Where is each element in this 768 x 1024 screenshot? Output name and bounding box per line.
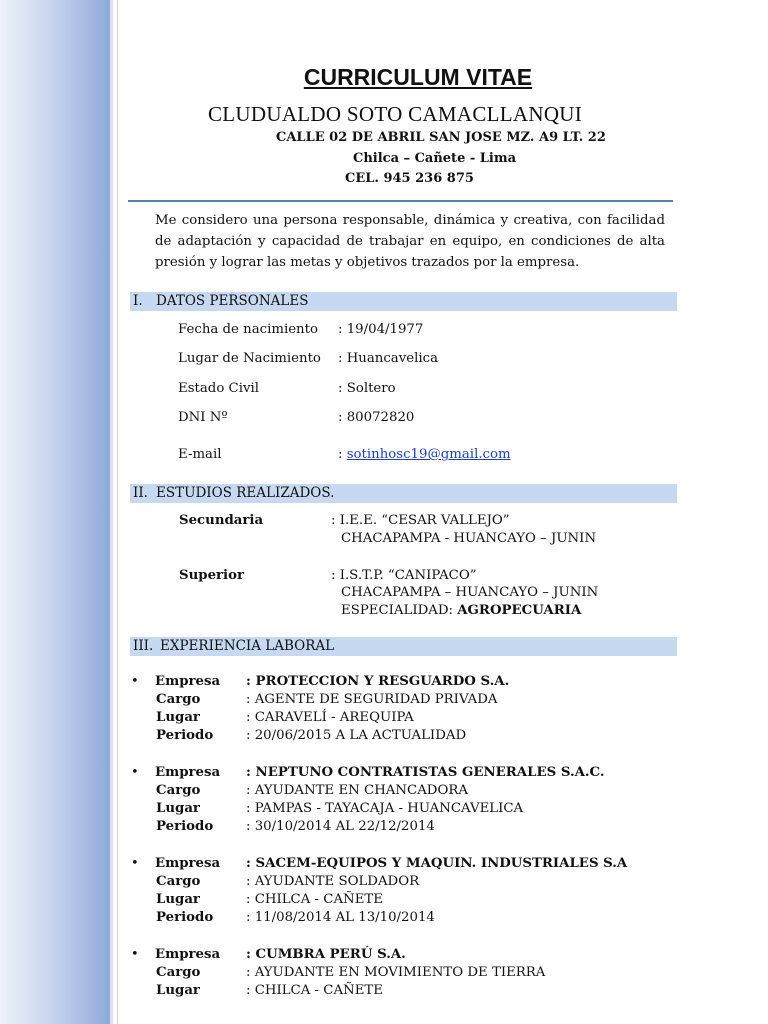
job-company-label: Empresa xyxy=(155,947,221,962)
job-position-label: Cargo xyxy=(156,874,201,889)
dni-value: : 80072820 xyxy=(338,410,415,425)
job-place-value: : CARAVELÍ - AREQUIPA xyxy=(246,710,414,725)
job-position-label: Cargo xyxy=(156,783,201,798)
job-place-label: Lugar xyxy=(156,892,200,907)
secondary-row xyxy=(179,513,510,528)
superior-place: CHACAPAMPA – HUANCAYO – JUNIN xyxy=(341,585,599,600)
secondary-label: Secundaria xyxy=(179,513,264,528)
job-position-value: : AGENTE DE SEGURIDAD PRIVADA xyxy=(246,692,498,707)
job-place-label: Lugar xyxy=(156,710,200,725)
email-row xyxy=(178,447,511,462)
job-position-label: Cargo xyxy=(156,965,201,980)
job-bullet: • xyxy=(131,765,139,780)
address-line-2: Chilca – Cañete - Lima xyxy=(353,151,517,166)
job-bullet: • xyxy=(131,947,139,962)
profile-summary: Me considero una persona responsable, dinámica y creativa, con facilidad de adaptación y capacidad de trabajar en equipo, en condiciones de alta presión y lograr las metas y objetivos trazados por la empresa. xyxy=(155,213,665,270)
superior-label: Superior xyxy=(179,568,244,583)
job-bullet: • xyxy=(131,856,139,871)
job-company-value: : PROTECCION Y RESGUARDO S.A. xyxy=(246,674,510,689)
birth-place-label: Lugar de Nacimiento xyxy=(178,351,321,366)
job-period-value: : 11/08/2014 AL 13/10/2014 xyxy=(246,910,435,925)
job-position-value: : AYUDANTE EN MOVIMIENTO DE TIERRA xyxy=(246,965,546,980)
superior-school: : I.S.T.P. “CANIPACO” xyxy=(331,568,477,583)
specialty-row xyxy=(341,603,581,618)
job-place-value: : PAMPAS - TAYACAJA - HUANCAVELICA xyxy=(246,801,524,816)
job-period-value: : 30/10/2014 AL 22/12/2014 xyxy=(246,819,435,834)
job-company-label: Empresa xyxy=(155,674,221,689)
birth-date-value: : 19/04/1977 xyxy=(338,322,424,337)
header-divider xyxy=(128,200,673,202)
superior-row xyxy=(179,568,477,583)
section-studies xyxy=(130,484,677,503)
document-title: CURRICULUM VITAE xyxy=(303,64,533,90)
job-bullet: • xyxy=(131,674,139,689)
job-position-value: : AYUDANTE EN CHANCADORA xyxy=(246,783,468,798)
civil-status-value: : Soltero xyxy=(338,381,396,396)
job-company-value: : CUMBRA PERÚ S.A. xyxy=(246,947,406,962)
birth-place-value: : Huancavelica xyxy=(338,351,438,366)
section-personal-data xyxy=(130,292,677,311)
job-position-label: Cargo xyxy=(156,692,201,707)
specialty-value: AGROPECUARIA xyxy=(457,603,582,618)
section-number: II. xyxy=(133,485,148,501)
job-position-value: : AYUDANTE SOLDADOR xyxy=(246,874,420,889)
civil-status-label: Estado Civil xyxy=(178,381,259,396)
decorative-sidebar xyxy=(0,0,110,1024)
job-company-label: Empresa xyxy=(155,856,221,871)
email-colon: : xyxy=(338,447,347,462)
job-place-label: Lugar xyxy=(156,983,200,998)
job-place-label: Lugar xyxy=(156,801,200,816)
birth-date-label: Fecha de nacimiento xyxy=(178,322,318,337)
job-place-value: : CHILCA - CAÑETE xyxy=(246,892,383,907)
sidebar-edge xyxy=(110,0,113,1024)
section-title: DATOS PERSONALES xyxy=(156,293,309,309)
dni-row xyxy=(178,410,414,425)
dni-label: DNI Nº xyxy=(178,410,228,425)
secondary-place: CHACAPAMPA - HUANCAYO – JUNIN xyxy=(341,531,597,546)
email-link[interactable]: sotinhosc19@gmail.com xyxy=(346,447,511,462)
specialty-label: ESPECIALIDAD: xyxy=(341,603,458,618)
job-period-label: Periodo xyxy=(156,728,214,743)
address-line-1: CALLE 02 DE ABRIL SAN JOSE MZ. A9 LT. 22 xyxy=(276,130,606,145)
birth-date-row xyxy=(178,322,423,337)
email-label: E-mail xyxy=(178,447,222,462)
phone-number: CEL. 945 236 875 xyxy=(345,171,474,186)
job-period-label: Periodo xyxy=(156,910,214,925)
job-place-value: : CHILCA - CAÑETE xyxy=(246,983,383,998)
job-company-value: : NEPTUNO CONTRATISTAS GENERALES S.A.C. xyxy=(246,765,605,780)
candidate-name: CLUDUALDO SOTO CAMACLLANQUI xyxy=(208,102,583,126)
section-title: ESTUDIOS REALIZADOS. xyxy=(156,485,335,501)
secondary-school: : I.E.E. “CESAR VALLEJO” xyxy=(331,513,510,528)
section-experience xyxy=(130,637,677,656)
section-number: III. xyxy=(133,638,154,654)
job-period-label: Periodo xyxy=(156,819,214,834)
civil-status-row xyxy=(178,381,396,396)
job-period-value: : 20/06/2015 A LA ACTUALIDAD xyxy=(246,728,467,743)
job-company-label: Empresa xyxy=(155,765,221,780)
page-border xyxy=(117,0,118,1024)
section-title: EXPERIENCIA LABORAL xyxy=(160,638,335,654)
job-company-value: : SACEM-EQUIPOS Y MAQUIN. INDUSTRIALES S.A xyxy=(246,856,628,871)
section-number: I. xyxy=(133,293,143,309)
birth-place-row xyxy=(178,351,438,366)
